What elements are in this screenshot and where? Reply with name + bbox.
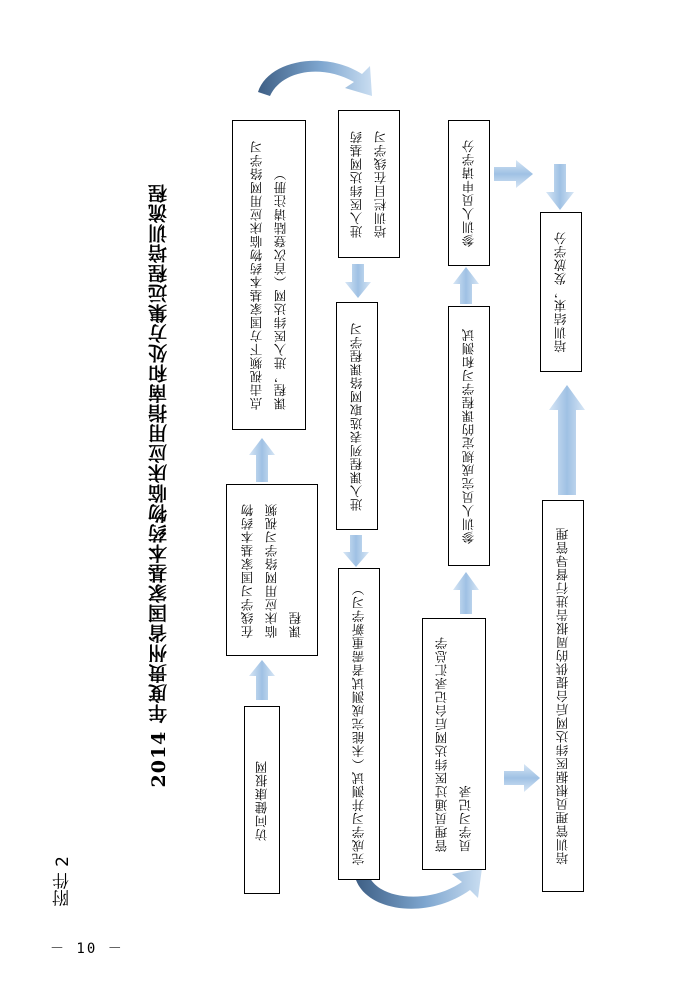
step-training-end: 培训结束，发放学分	[540, 212, 582, 372]
arrow-down-1	[345, 264, 371, 298]
arrow-down-3	[546, 164, 574, 210]
step-select-course: 进入课程列表选取网络课程学习	[336, 302, 378, 530]
arrow-up-1	[249, 660, 275, 700]
step-online-study-video: 在线学习国家基本药物 临床应用网络学习视频 课程	[226, 484, 318, 656]
step-enter-training-column: 进入医纬达网基药 培训栏目在线学习	[338, 110, 400, 258]
page-number: － 10 －	[50, 941, 124, 957]
arrow-up-5	[549, 385, 585, 495]
attachment-label: 附件 2	[52, 855, 73, 907]
arrow-up-3	[453, 572, 479, 614]
arrow-down-2	[343, 535, 369, 567]
step-weekly-supervision: 培训管理员根据医纬达网后台提供的周报告进行督导管理	[542, 500, 584, 892]
arrow-up-4	[453, 267, 479, 304]
step-admin-records: 管理员通过医纬达网后台记录汇总学 员学习记录	[422, 618, 486, 870]
arrow-right-1	[494, 160, 533, 188]
arrow-right-2	[504, 764, 540, 792]
arrow-up-2	[249, 438, 275, 482]
step-click-video-course: 点击视频下方国家基本药物临床应用网络学习 课程，进入医纬达网（首次登陆请注册）	[232, 120, 306, 430]
step-complete-and-test: 完成学习并测试（未能完成测试者需重新学习）	[338, 568, 380, 880]
step-apply-credits: 参训人员申请学分	[448, 120, 490, 266]
curve-arrow-top	[258, 61, 372, 96]
step-complete-required-courses: 参训人员完成规定的课程学习和测试	[448, 306, 490, 566]
step-visit-website: 访问健康报网	[244, 706, 280, 894]
page-title: 2014 年度贵州省国家基本药物临床应用指南和处方集远程培训流程	[147, 182, 170, 788]
